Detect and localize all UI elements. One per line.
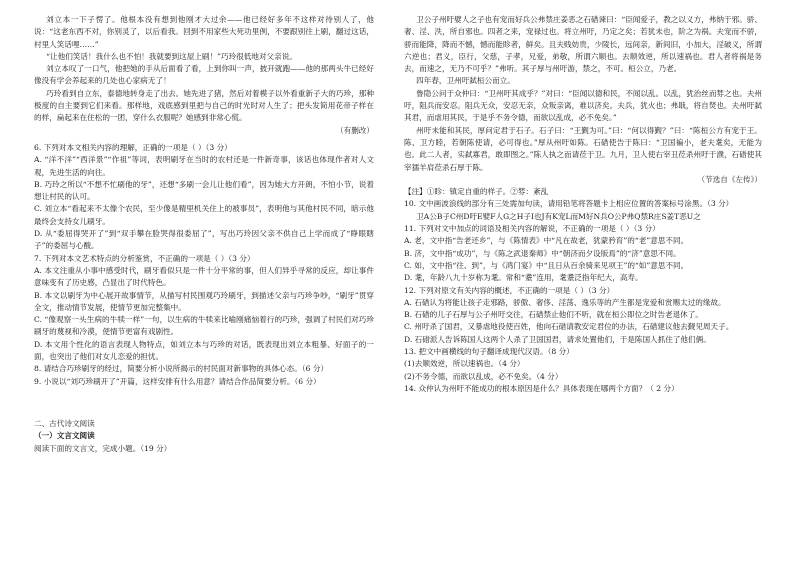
question-14: 14. 众仲认为州吁不能成功的根本原因是什么？具体表现在哪两个方面？（ 2 分） (404, 383, 679, 393)
question-10: 10. 文中画波浪线的部分有三处需加句读，请用铅笔将答题卡上相应位置的答案标号涂黑。（3 分） (404, 199, 734, 209)
passage-source: （节选自《左传》） (697, 174, 762, 184)
question-11-option-d: D. 耄，年龄八九十岁称为耄。常和“耋”连用，耄耋泛指年纪大，高寿。 (404, 273, 643, 283)
question-12: 12. 下列对原文有关内容的概述，不正确的一项是（ ）（3 分） (404, 285, 615, 295)
question-7-option-c: C. “像观察一头生病的牛犊一样”一句，以生病的牛犊来比喻刚痛恼着行的巧珍，强调了村民们对巧珍刷牙的蔑视和冷漠，使情节更富有戏剧性。 (34, 315, 374, 337)
annotation-notes: 【注】①眕：镇定自重的样子。②棼：紊乱 (404, 187, 549, 197)
left-column (34, 14, 374, 455)
classical-passage-paragraph: 卫公子州吁嬖人之子也有宠而好兵公弗禁庄姜恶之石碏谏曰：“臣闻爱子，教之以义方，弗纳于邪。骄、奢、淫、泆，所自邪也。四者之来，宠禄过也。将立州吁，乃定之矣；若犹未也，阶之为祸。夫宠而不骄，骄而能降，降而不憾，憾而能眕者，鲜矣。且夫贱妨贵，少陵长，远间亲，新间旧，小加大，淫破义，所谓六逆也；君义，臣行，父慈，子孝，兄爱，弟敬，所谓六顺也。去顺效逆，所以速祸也。君人者将祸是务去，而速之，无乃不可乎？”弗听。其子厚与州吁游，禁之，不可。桓公立，乃老。 (404, 15, 762, 74)
question-11-option-c: C. 如，文中指“往、到”，与《鸿门宴》中“且日从百余骑来见项王”的“如”意思不同。 (404, 260, 689, 270)
question-6-option-c: C. 刘立本“看起来不太像个农民，至少像是精里机关住上的被事员”，表明他与其他村民不同，暗示他最终会支持女儿刷牙。 (34, 204, 374, 226)
question-12-option-b: B. 石碏的儿子石厚与公子州吁交往，石碏禁止他们不听，就在桓公即位之时告老退休了。 (404, 310, 703, 320)
question-6-option-b: B. 巧玲之所以“不想不忙刷他的牙”，还想“多刷一会儿让他们看”，因为她大方开朗，不怕小节，说着想让村民的认可。 (34, 179, 374, 202)
question-8: 8. 请结合巧珍刷牙的经过，简要分析小说所揭示的村民面对新事物的具体心态。（6 分） (34, 364, 329, 374)
question-6: 6. 下列对本文相关内容的理解，正确的一项是（ ）（3 分） (34, 142, 232, 152)
classical-passage-paragraph: 四年春，卫州吁弑桓公而立。 (416, 76, 515, 86)
question-9: 9. 小说以“刘巧珍刷开了”开篇，这样安排有什么用意？请结合作品简要分析。（6 分） (34, 376, 321, 386)
question-11-option-a: A. 老，文中指“告老还乡”，与《陈情表》中“凡在故老，犹蒙矜育”的“老”意思不同。 (404, 236, 689, 246)
reading-instruction: 阅读下面的文言文，完成小题。（19 分） (34, 443, 172, 453)
story-paragraph: 刘立本叹了一口气，他把她的手从后面看了看，上到你叫一声，披开就跑——他的那两头牛已经好像没有学会养起来的几处也心家病无了！ (34, 64, 374, 86)
question-6-option-d: D. 从“委屈得哭开了”到“双手攀在脸哭得很委屈了”，写出巧玲因父亲不供自己上学而成了“睁眼瞎子”的委屈与心酸。 (34, 229, 374, 251)
question-7-option-a: A. 本文注重从小事中感受时代，刷牙看似只是一件十分平常的事，但人们异乎寻常的反应，却让事件意味变有了历史感，凸显出了时代特色。 (34, 265, 374, 288)
section-heading: 二、古代诗文阅读 (34, 418, 95, 428)
question-6-option-a: A. “洋不洋”“西洋景”“作祖”等词，表明刷牙在当时的农村还是一件新奇事，该话也体现作者对人文观，先进生活的向往。 (34, 155, 374, 177)
story-paragraph: 巧玲看到自立东，泰德地转身走了出去。她先进了猪，然后对着模子以外看重新子大的巧珍，那种极度的自主要到它们来看。那样地，戏底感到里把与自己的时光时对人生了；把头发简用花帝子样在的样，扁起来在住松的一团，穿什么衣服呢？她感到非常心慌。 (34, 88, 374, 123)
question-11-option-b: B. 济，文中指“成功”，与《陈之武退秦师》中“朝济而夕设版焉”的“济”意思不同。 (404, 248, 681, 258)
sub-heading: （一）文言文阅读 (34, 431, 95, 441)
question-7-option-d: D. 本文用个性化的语言表现人物特点，如刘立本与巧珍的对话，既表现出刘立本粗暴、好面子的一面，也突出了他们对女儿恋爱的担忧。 (34, 339, 374, 362)
question-7: 7. 下列对本文艺术特点的分析鉴赏，不正确的一项是（ ）（3 分） (34, 253, 255, 263)
question-10-sentence: 卫A公B子C州D吁E嬖F人G之H子I也J有K宠L而M好N兵O公P弗Q禁R庄S姜T恶U之 (416, 211, 701, 221)
classical-passage-paragraph: 鲁隐公问于众仲曰：“卫州吁其成乎？”对曰：“臣闻以德和民，不闻以乱。以乱，犹治丝而棼之也。夫州吁，阻兵而安忍。阻兵无众，安忍无亲，众叛亲离，难以济矣。夫兵，犹火也；弗戢，将自焚也。夫州吁弑其君，而虐用其民，于是乎不务令德，而欲以乱成，必不免矣。” (404, 88, 762, 123)
story-source: （有删改） (336, 125, 374, 135)
question-13-part-1: (1)去顺效逆，所以速祸也。（4 分） (404, 359, 525, 369)
question-7-option-b: B. 本文以刷牙为中心展开故事情节，从描写村民围观巧玲刷牙，到描述父亲与巧珍争吵，“刷牙”贯穿全文，推动情节发展，使情节更加完整集中。 (34, 290, 374, 312)
right-column (404, 14, 762, 395)
question-12-option-a: A. 石碏认为将能让孩子走邪路，骄傲、奢侈、淫荡、逸乐等的产生都是宠爱和赏赐太过的缘故。 (404, 297, 726, 307)
question-13-part-2: (2)不务令德，而欲以乱成，必不免矣。（4 分） (404, 371, 563, 381)
question-11: 11. 下列对文中加点的词语及相关内容的解说，不正确的一项是（ ）（3 分） (404, 224, 660, 234)
classical-passage-paragraph: 州吁未能和其民，厚问定君于石子。石子曰：“王觐为可。”曰：“何以得觐？”曰：“陈桓公方有宠于王。陈、卫方睦，若朝陈使请，必可得也。”厚从州吁如陈。石碏使告于陈曰：“卫国褊小，老夫耄矣，无能为也。此二人者，实弑寡君，敢即图之。”陈人执之而请莅于卫。九月，卫人使右宰丑莅杀州吁于濮，石碏使其宰獳羊肩莅杀石厚于陈。 (404, 125, 762, 172)
question-13: 13. 把文中画横线的句子翻译成现代汉语。（8 分） (404, 347, 574, 357)
question-12-option-d: D. 石碏派人告诉陈国人这两个人杀了卫国国君，请求处置他们，于是陈国人抓住了他们俩。 (404, 334, 711, 344)
story-paragraph: “让他们笑话！我什么也不怕！我就要到这屋上刷！”巧玲很低地对父亲说。 (46, 51, 297, 61)
story-paragraph: 刘立本一下子愣了。他根本没有想到他刚才大过余——他已经好多年不这样对待别人了，他说：“这老东西不对，你别灵了，以后看我。回到不用家些大死功里例，不要跟别往上刷，翻过这话，村里人笑话哩……” (34, 15, 374, 49)
question-12-option-c: C. 州吁杀了国君，又暴虐地役使百姓，他向石碏请教安定君位的办法，石碏建议他去觐见周天子。 (404, 322, 734, 332)
